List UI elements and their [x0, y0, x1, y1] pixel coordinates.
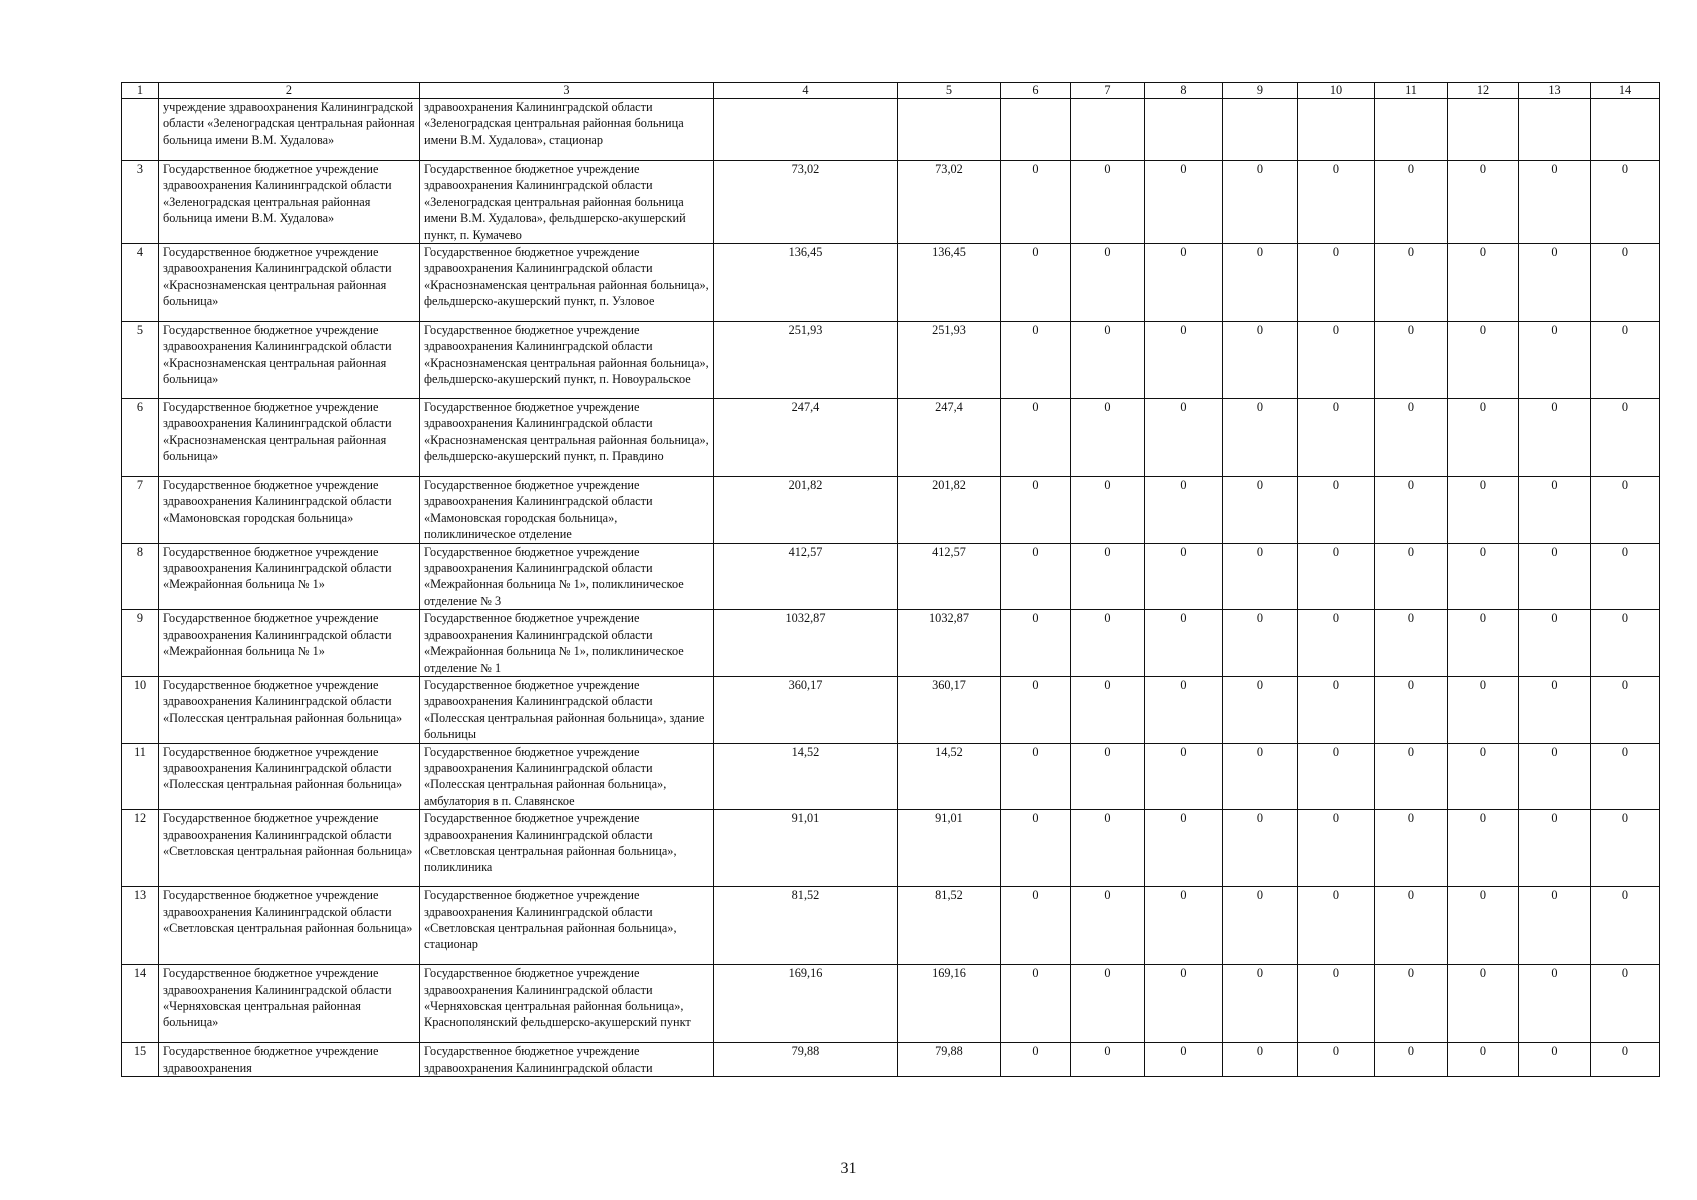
table-row [122, 477, 1660, 544]
value-cell-c6: 0 [1001, 887, 1071, 965]
value-cell-c8: 0 [1145, 887, 1223, 965]
value-cell-c9: 0 [1223, 244, 1298, 322]
institution-cell: Государственное бюджетное учреждение здравоохранения Калининградской области «Краснознаменская центральная районная больница» [159, 399, 420, 477]
value-cell-c6: 0 [1001, 399, 1071, 477]
value-cell-c4: 169,16 [714, 965, 898, 1043]
institution-cell: Государственное бюджетное учреждение здравоохранения Калининградской области «Краснознаменская центральная районная больница» [159, 322, 420, 399]
table-row [122, 887, 1660, 965]
value-cell-c10: 0 [1298, 477, 1375, 544]
value-cell-c5: 14,52 [898, 743, 1001, 810]
value-cell-c8: 0 [1145, 477, 1223, 544]
facility-cell: Государственное бюджетное учреждение здравоохранения Калининградской области «Краснознаменская центральная районная больница», фельдшерско-акушерский пункт, п. Узловое [420, 244, 714, 322]
table-row [122, 543, 1660, 610]
value-cell-c5: 169,16 [898, 965, 1001, 1043]
value-cell-c10: 0 [1298, 322, 1375, 399]
value-cell-c8: 0 [1145, 676, 1223, 743]
value-cell-c14: 0 [1591, 676, 1660, 743]
value-cell-c12: 0 [1448, 244, 1519, 322]
value-cell-c10: 0 [1298, 543, 1375, 610]
value-cell-c14: 0 [1591, 743, 1660, 810]
value-cell-c9: 0 [1223, 399, 1298, 477]
institution-cell: Государственное бюджетное учреждение здравоохранения Калининградской области «Краснознаменская центральная районная больница» [159, 244, 420, 322]
value-cell-c13: 0 [1519, 610, 1591, 677]
table-row [122, 743, 1660, 810]
facility-cell: Государственное бюджетное учреждение здравоохранения Калининградской области «Полесская центральная районная больница», амбулатория в п. Славянское [420, 743, 714, 810]
value-cell-c8: 0 [1145, 543, 1223, 610]
value-cell-c12: 0 [1448, 543, 1519, 610]
value-cell-c6: 0 [1001, 161, 1071, 244]
row-number-cell [122, 99, 159, 161]
facility-cell: Государственное бюджетное учреждение здравоохранения Калининградской области «Мамоновская городская больница», поликлиническое отделение [420, 477, 714, 544]
value-cell-c10: 0 [1298, 161, 1375, 244]
institution-cell: Государственное бюджетное учреждение здравоохранения [159, 1043, 420, 1077]
row-number-cell: 9 [122, 610, 159, 677]
value-cell-c5: 412,57 [898, 543, 1001, 610]
value-cell-c5: 1032,87 [898, 610, 1001, 677]
column-header: 10 [1298, 83, 1375, 99]
facility-cell: Государственное бюджетное учреждение здравоохранения Калининградской области «Зеленоградская центральная районная больница имени В.М. Худалова», фельдшерско-акушерский пункт, п. Кумачево [420, 161, 714, 244]
row-number-cell: 4 [122, 244, 159, 322]
value-cell-c9 [1223, 99, 1298, 161]
value-cell-c10: 0 [1298, 887, 1375, 965]
data-table [121, 82, 1660, 1077]
column-header: 3 [420, 83, 714, 99]
value-cell-c14: 0 [1591, 810, 1660, 887]
value-cell-c10: 0 [1298, 743, 1375, 810]
value-cell-c14: 0 [1591, 1043, 1660, 1077]
value-cell-c10: 0 [1298, 244, 1375, 322]
row-number-cell: 8 [122, 543, 159, 610]
value-cell-c7: 0 [1071, 965, 1145, 1043]
value-cell-c12: 0 [1448, 810, 1519, 887]
column-header: 13 [1519, 83, 1591, 99]
value-cell-c7: 0 [1071, 676, 1145, 743]
value-cell-c14: 0 [1591, 399, 1660, 477]
institution-cell: Государственное бюджетное учреждение здравоохранения Калининградской области «Полесская центральная районная больница» [159, 676, 420, 743]
value-cell-c4: 79,88 [714, 1043, 898, 1077]
table-row [122, 399, 1660, 477]
value-cell-c9: 0 [1223, 965, 1298, 1043]
value-cell-c9: 0 [1223, 322, 1298, 399]
document-sheet [121, 82, 1660, 1077]
value-cell-c4: 360,17 [714, 676, 898, 743]
value-cell-c4: 14,52 [714, 743, 898, 810]
value-cell-c4: 412,57 [714, 543, 898, 610]
row-number-cell: 13 [122, 887, 159, 965]
value-cell-c14: 0 [1591, 477, 1660, 544]
value-cell-c14: 0 [1591, 322, 1660, 399]
value-cell-c11: 0 [1375, 810, 1448, 887]
value-cell-c12 [1448, 99, 1519, 161]
value-cell-c10: 0 [1298, 399, 1375, 477]
value-cell-c13: 0 [1519, 477, 1591, 544]
table-row [122, 965, 1660, 1043]
facility-cell: Государственное бюджетное учреждение здравоохранения Калининградской области [420, 1043, 714, 1077]
value-cell-c7: 0 [1071, 399, 1145, 477]
value-cell-c10: 0 [1298, 810, 1375, 887]
value-cell-c11: 0 [1375, 610, 1448, 677]
value-cell-c4: 81,52 [714, 887, 898, 965]
value-cell-c7: 0 [1071, 161, 1145, 244]
value-cell-c5: 360,17 [898, 676, 1001, 743]
value-cell-c14: 0 [1591, 965, 1660, 1043]
institution-cell: учреждение здравоохранения Калининградской области «Зеленоградская центральная районная больница имени В.М. Худалова» [159, 99, 420, 161]
value-cell-c11: 0 [1375, 244, 1448, 322]
value-cell-c11: 0 [1375, 477, 1448, 544]
value-cell-c14: 0 [1591, 543, 1660, 610]
value-cell-c10 [1298, 99, 1375, 161]
value-cell-c12: 0 [1448, 399, 1519, 477]
value-cell-c4: 247,4 [714, 399, 898, 477]
column-header: 6 [1001, 83, 1071, 99]
institution-cell: Государственное бюджетное учреждение здравоохранения Калининградской области «Зеленоградская центральная районная больница имени В.М. Худалова» [159, 161, 420, 244]
value-cell-c6 [1001, 99, 1071, 161]
row-number-cell: 11 [122, 743, 159, 810]
value-cell-c7: 0 [1071, 810, 1145, 887]
facility-cell: Государственное бюджетное учреждение здравоохранения Калининградской области «Краснознаменская центральная районная больница», фельдшерско-акушерский пункт, п. Правдино [420, 399, 714, 477]
value-cell-c13: 0 [1519, 887, 1591, 965]
value-cell-c9: 0 [1223, 1043, 1298, 1077]
facility-cell: Государственное бюджетное учреждение здравоохранения Калининградской области «Черняховская центральная районная больница», Краснополянский фельдшерско-акушерский пункт [420, 965, 714, 1043]
value-cell-c11: 0 [1375, 399, 1448, 477]
value-cell-c9: 0 [1223, 161, 1298, 244]
value-cell-c7: 0 [1071, 743, 1145, 810]
value-cell-c8: 0 [1145, 244, 1223, 322]
value-cell-c11: 0 [1375, 965, 1448, 1043]
value-cell-c5: 247,4 [898, 399, 1001, 477]
value-cell-c14: 0 [1591, 244, 1660, 322]
value-cell-c13: 0 [1519, 399, 1591, 477]
column-header: 1 [122, 83, 159, 99]
table-row [122, 676, 1660, 743]
value-cell-c9: 0 [1223, 887, 1298, 965]
value-cell-c6: 0 [1001, 743, 1071, 810]
value-cell-c12: 0 [1448, 743, 1519, 810]
column-header: 2 [159, 83, 420, 99]
row-number-cell: 6 [122, 399, 159, 477]
facility-cell: Государственное бюджетное учреждение здравоохранения Калининградской области «Светловская центральная районная больница», поликлиника [420, 810, 714, 887]
value-cell-c8: 0 [1145, 965, 1223, 1043]
facility-cell: здравоохранения Калининградской области «Зеленоградская центральная районная больница имени В.М. Худалова», стационар [420, 99, 714, 161]
value-cell-c11: 0 [1375, 676, 1448, 743]
table-row [122, 810, 1660, 887]
institution-cell: Государственное бюджетное учреждение здравоохранения Калининградской области «Межрайонная больница № 1» [159, 543, 420, 610]
row-number-cell: 5 [122, 322, 159, 399]
value-cell-c5: 201,82 [898, 477, 1001, 544]
value-cell-c8: 0 [1145, 610, 1223, 677]
facility-cell: Государственное бюджетное учреждение здравоохранения Калининградской области «Полесская центральная районная больница», здание больницы [420, 676, 714, 743]
value-cell-c13: 0 [1519, 810, 1591, 887]
value-cell-c5: 81,52 [898, 887, 1001, 965]
value-cell-c7: 0 [1071, 244, 1145, 322]
value-cell-c5: 73,02 [898, 161, 1001, 244]
value-cell-c5: 91,01 [898, 810, 1001, 887]
value-cell-c4 [714, 99, 898, 161]
value-cell-c14: 0 [1591, 161, 1660, 244]
value-cell-c4: 201,82 [714, 477, 898, 544]
value-cell-c6: 0 [1001, 610, 1071, 677]
value-cell-c7: 0 [1071, 887, 1145, 965]
value-cell-c8: 0 [1145, 399, 1223, 477]
value-cell-c4: 1032,87 [714, 610, 898, 677]
value-cell-c13: 0 [1519, 543, 1591, 610]
table-row [122, 1043, 1660, 1077]
value-cell-c4: 91,01 [714, 810, 898, 887]
value-cell-c11: 0 [1375, 743, 1448, 810]
value-cell-c11 [1375, 99, 1448, 161]
institution-cell: Государственное бюджетное учреждение здравоохранения Калининградской области «Мамоновская городская больница» [159, 477, 420, 544]
value-cell-c7: 0 [1071, 610, 1145, 677]
value-cell-c7: 0 [1071, 322, 1145, 399]
value-cell-c6: 0 [1001, 543, 1071, 610]
institution-cell: Государственное бюджетное учреждение здравоохранения Калининградской области «Светловская центральная районная больница» [159, 810, 420, 887]
value-cell-c9: 0 [1223, 676, 1298, 743]
value-cell-c11: 0 [1375, 322, 1448, 399]
value-cell-c7: 0 [1071, 543, 1145, 610]
value-cell-c10: 0 [1298, 676, 1375, 743]
value-cell-c13: 0 [1519, 676, 1591, 743]
value-cell-c6: 0 [1001, 244, 1071, 322]
row-number-cell: 14 [122, 965, 159, 1043]
value-cell-c13: 0 [1519, 743, 1591, 810]
value-cell-c12: 0 [1448, 1043, 1519, 1077]
value-cell-c8: 0 [1145, 810, 1223, 887]
value-cell-c8: 0 [1145, 743, 1223, 810]
institution-cell: Государственное бюджетное учреждение здравоохранения Калининградской области «Черняховская центральная районная больница» [159, 965, 420, 1043]
value-cell-c9: 0 [1223, 543, 1298, 610]
value-cell-c11: 0 [1375, 887, 1448, 965]
value-cell-c8 [1145, 99, 1223, 161]
table-row [122, 244, 1660, 322]
value-cell-c12: 0 [1448, 477, 1519, 544]
value-cell-c8: 0 [1145, 322, 1223, 399]
value-cell-c7: 0 [1071, 1043, 1145, 1077]
value-cell-c14: 0 [1591, 887, 1660, 965]
row-number-cell: 15 [122, 1043, 159, 1077]
column-header: 11 [1375, 83, 1448, 99]
value-cell-c11: 0 [1375, 543, 1448, 610]
value-cell-c12: 0 [1448, 965, 1519, 1043]
value-cell-c4: 73,02 [714, 161, 898, 244]
value-cell-c8: 0 [1145, 1043, 1223, 1077]
value-cell-c12: 0 [1448, 887, 1519, 965]
value-cell-c10: 0 [1298, 965, 1375, 1043]
value-cell-c6: 0 [1001, 322, 1071, 399]
value-cell-c13: 0 [1519, 322, 1591, 399]
column-header: 14 [1591, 83, 1660, 99]
value-cell-c12: 0 [1448, 610, 1519, 677]
value-cell-c6: 0 [1001, 965, 1071, 1043]
value-cell-c4: 251,93 [714, 322, 898, 399]
value-cell-c10: 0 [1298, 1043, 1375, 1077]
value-cell-c9: 0 [1223, 743, 1298, 810]
value-cell-c12: 0 [1448, 676, 1519, 743]
value-cell-c7: 0 [1071, 477, 1145, 544]
page-number: 31 [840, 1160, 857, 1177]
value-cell-c10: 0 [1298, 610, 1375, 677]
value-cell-c14: 0 [1591, 610, 1660, 677]
value-cell-c6: 0 [1001, 477, 1071, 544]
value-cell-c5: 79,88 [898, 1043, 1001, 1077]
value-cell-c14 [1591, 99, 1660, 161]
value-cell-c11: 0 [1375, 1043, 1448, 1077]
value-cell-c8: 0 [1145, 161, 1223, 244]
column-header: 5 [898, 83, 1001, 99]
value-cell-c13: 0 [1519, 244, 1591, 322]
column-header: 12 [1448, 83, 1519, 99]
table-header-row [122, 83, 1660, 99]
column-header: 9 [1223, 83, 1298, 99]
row-number-cell: 12 [122, 810, 159, 887]
row-number-cell: 7 [122, 477, 159, 544]
column-header: 4 [714, 83, 898, 99]
value-cell-c4: 136,45 [714, 244, 898, 322]
value-cell-c5 [898, 99, 1001, 161]
value-cell-c13: 0 [1519, 1043, 1591, 1077]
value-cell-c7 [1071, 99, 1145, 161]
value-cell-c13 [1519, 99, 1591, 161]
table-row [122, 322, 1660, 399]
value-cell-c9: 0 [1223, 610, 1298, 677]
value-cell-c5: 251,93 [898, 322, 1001, 399]
value-cell-c6: 0 [1001, 1043, 1071, 1077]
institution-cell: Государственное бюджетное учреждение здравоохранения Калининградской области «Межрайонная больница № 1» [159, 610, 420, 677]
value-cell-c12: 0 [1448, 322, 1519, 399]
row-number-cell: 3 [122, 161, 159, 244]
value-cell-c5: 136,45 [898, 244, 1001, 322]
value-cell-c12: 0 [1448, 161, 1519, 244]
institution-cell: Государственное бюджетное учреждение здравоохранения Калининградской области «Полесская центральная районная больница» [159, 743, 420, 810]
facility-cell: Государственное бюджетное учреждение здравоохранения Калининградской области «Межрайонная больница № 1», поликлиническое отделение № 3 [420, 543, 714, 610]
table-body [122, 99, 1660, 1077]
table-row [122, 161, 1660, 244]
value-cell-c6: 0 [1001, 676, 1071, 743]
value-cell-c11: 0 [1375, 161, 1448, 244]
column-header: 8 [1145, 83, 1223, 99]
facility-cell: Государственное бюджетное учреждение здравоохранения Калининградской области «Светловская центральная районная больница», стационар [420, 887, 714, 965]
value-cell-c6: 0 [1001, 810, 1071, 887]
value-cell-c9: 0 [1223, 810, 1298, 887]
institution-cell: Государственное бюджетное учреждение здравоохранения Калининградской области «Светловская центральная районная больница» [159, 887, 420, 965]
value-cell-c13: 0 [1519, 965, 1591, 1043]
facility-cell: Государственное бюджетное учреждение здравоохранения Калининградской области «Краснознаменская центральная районная больница», фельдшерско-акушерский пункт, п. Новоуральское [420, 322, 714, 399]
table-row [122, 99, 1660, 161]
facility-cell: Государственное бюджетное учреждение здравоохранения Калининградской области «Межрайонная больница № 1», поликлиническое отделение № 1 [420, 610, 714, 677]
value-cell-c13: 0 [1519, 161, 1591, 244]
row-number-cell: 10 [122, 676, 159, 743]
table-row [122, 610, 1660, 677]
value-cell-c9: 0 [1223, 477, 1298, 544]
column-header: 7 [1071, 83, 1145, 99]
